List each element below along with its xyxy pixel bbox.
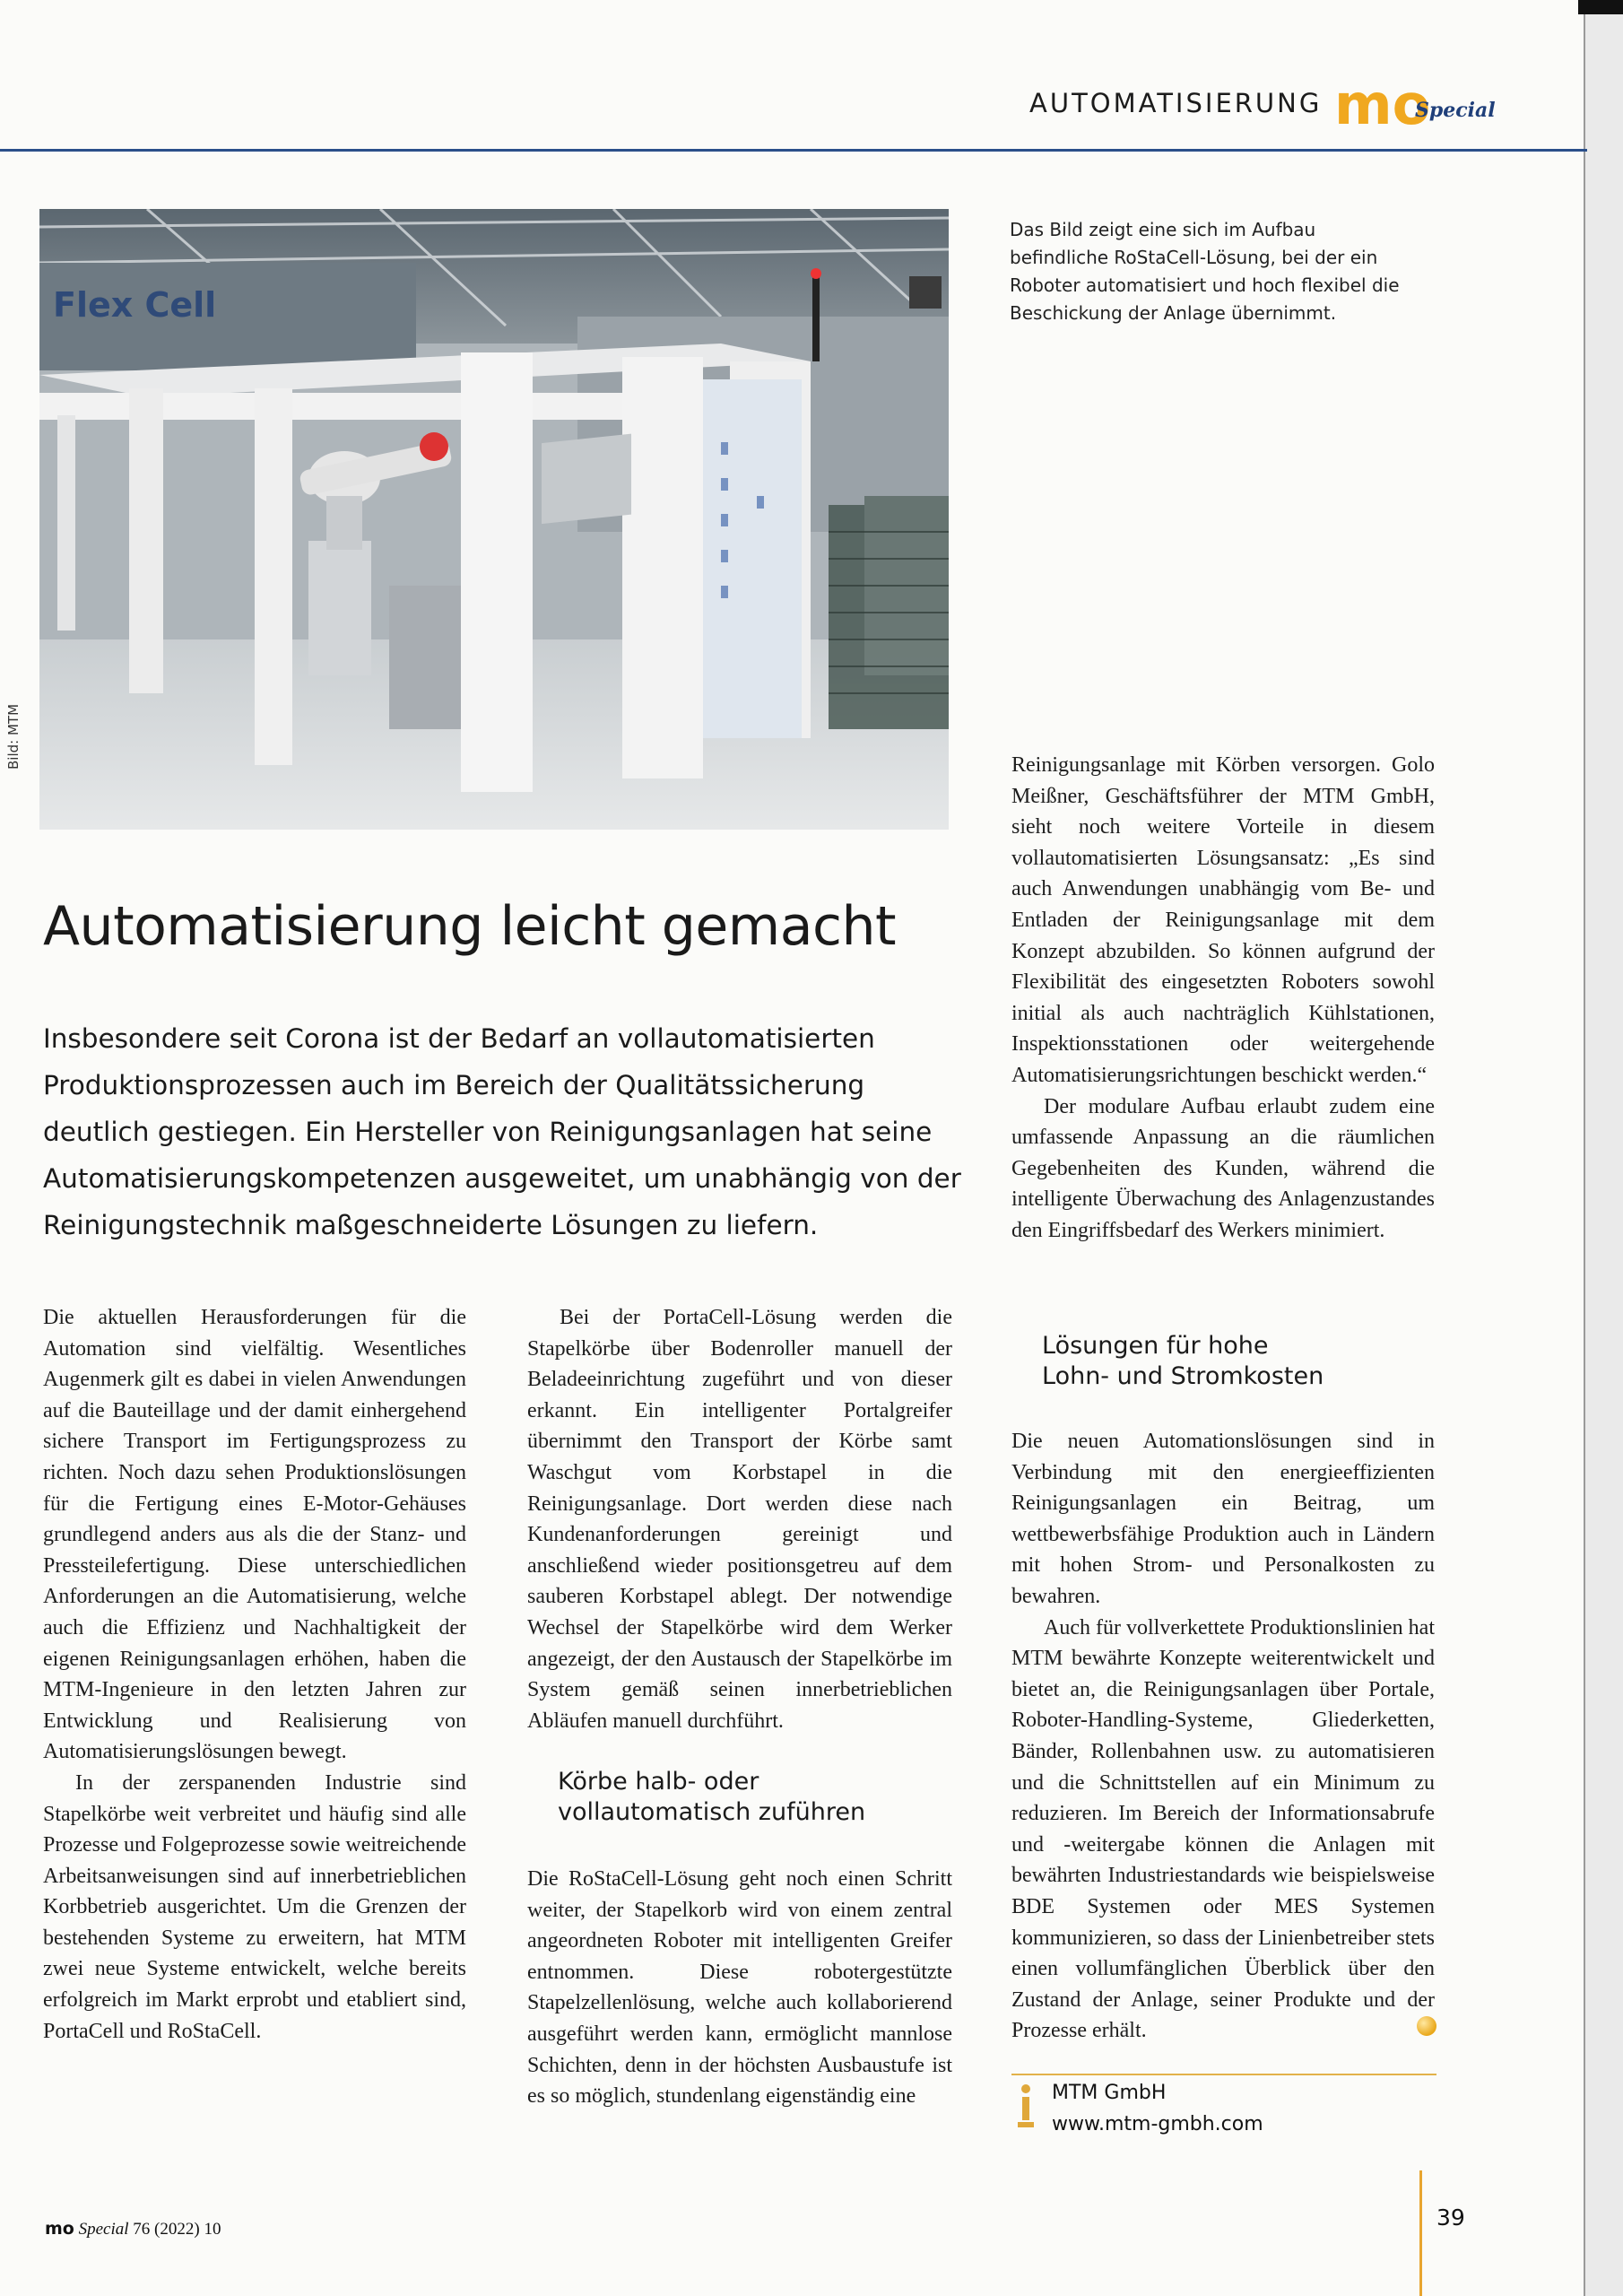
article-lead: Insbesondere seit Corona ist der Bedarf an vollautomatisierten Produktionsprozessen auch im Bereich der Qualitätssicherung deutlich gestiegen. Ein Hersteller von Reinigungsanlagen hat seine Automatisierungskompetenzen ausgeweitet, um unabhängig von der Reinigungstechnik maßgeschneiderte Lösungen zu liefern.	[43, 1023, 961, 1240]
page-corner-shadow	[1578, 0, 1623, 14]
photo-credit: Bild: MTM	[5, 703, 22, 770]
subheading-koerbe	[558, 1767, 934, 1828]
page-edge	[1584, 0, 1623, 2296]
footer-issue	[45, 2219, 221, 2239]
subheading-line: Körbe halb- oder	[558, 1768, 759, 1796]
subheading-loesungen	[1042, 1331, 1419, 1392]
article-photo	[39, 209, 949, 830]
footer-issue-number: 76 (2022) 10	[133, 2220, 221, 2239]
section-title: AUTOMATISIERUNG	[1029, 88, 1323, 118]
text-column-2-continued	[527, 1864, 952, 2112]
text-column-2	[527, 1302, 952, 1736]
logo-text: mo	[1334, 77, 1431, 131]
photo-caption: Das Bild zeigt eine sich im Aufbau befindliche RoStaCell-Lösung, bei der ein Roboter automatisiert und hoch flexibel die Beschickung der Anlage übernimmt.	[1010, 219, 1400, 324]
contact-rule	[1011, 2074, 1436, 2075]
logo-special: Special	[1415, 99, 1496, 122]
photo-illustration	[39, 209, 949, 830]
paragraph: Der modulare Aufbau erlaubt zudem eine umfassende Anpassung an die räumlichen Gegebenheiten des Kunden, während die intelligente Überwachung des Anlagenzustandes den Eingriffsbedarf des Werkers minimiert.	[1011, 1094, 1435, 1242]
page-number-rule	[1419, 2170, 1422, 2296]
paragraph: Die aktuellen Herausforderungen für die Automation sind vielfältig. Wesentliches Augenmerk gilt es dabei in vielen Anwendungen auf die Bauteillage und der damit einhergehend sichere Transport im Fertigungsprozess zu richten. Noch dazu sehen Produktionslösungen für die Fertigung eines E-Motor-Gehäuses grundlegend anders aus als die der Stanz- und Pressteilefertigung. Diese unterschiedlichen Anforderungen an die Automatisierung, welche auch die Effizienz und Nachhaltigkeit der eigenen Reinigungsanlagen erhöhen, haben die MTM-Ingenieure in den letzten Jahren zur Entwicklung und Realisierung von Automatisierungslösungen bewegt.	[43, 1306, 466, 1764]
footer-brand: mo	[45, 2219, 74, 2239]
paragraph: Die neuen Automationslösungen sind in Verbindung mit den energieeffizienten Reinigungsanlagen ein Beitrag, um wettbewerbsfähige Produktion auch in Ländern mit hohen Strom- und Personalkosten zu bewahren.	[1011, 1430, 1435, 1608]
paragraph: Reinigungsanlage mit Körben versorgen. Golo Meißner, Geschäftsführer der MTM GmbH, sieht noch weitere Vorteile in diesem vollautomatisierten Lösungsansatz: „Es sind auch Anwendungen unabhängig vom Be- und Entladen der Reinigungsanlage mit dem Konzept abzubilden. So können aufgrund der Flexibilität des eingesetzten Roboters sowohl initial als auch nachträglich Kühlstationen, Inspektionsstationen oder weitergehende Automatisierungsrichtungen beschickt werden.“	[1011, 753, 1435, 1087]
info-icon	[1015, 2083, 1037, 2136]
paragraph: Auch für vollverkettete Produktionslinien hat MTM bewährte Konzepte weiterentwickelt und bietet an, die Reinigungsanlagen über Portale, Roboter-Handling-Systeme, Gliederketten, Bänder, Rollenbahnen usw. zu automatisieren und die Schnittstellen auf ein Minimum zu reduzieren. Im Bereich der Informationsabrufe und -weitergabe können die Anlagen mit bewährten Industriestandards wie beispielsweise BDE Systemen oder MES Systemen kommunizieren, so dass der Linienbetreiber stets einen vollumfänglichen Überblick über den Zustand der Anlage, seiner Produkte und der Prozesse erhält.	[1011, 1615, 1435, 2043]
flex-cell-sign: Flex Cell	[53, 285, 217, 325]
paragraph: In der zerspanenden Industrie sind Stapelkörbe weit verbreitet und häufig sind alle Prozesse und Folgeprozesse sowie weitreichende Arbeitsanweisungen sind auf innerbetrieblichen Korbbetrieb ausgerichtet. Um die Grenzen der bestehenden Systeme zu erweitern, hat MTM zwei neue Systeme entwickelt, welche bereits erfolgreich im Markt erprobt und etabliert sind, PortaCell und RoStaCell.	[43, 1770, 466, 2043]
text-column-3-continued	[1011, 1426, 1435, 2047]
contact-company: MTM GmbH	[1052, 2082, 1167, 2104]
mo-special-logo	[1334, 77, 1505, 131]
text-column-3	[1011, 750, 1435, 1247]
article-headline: Automatisierung leicht gemacht	[43, 895, 897, 958]
header-rule	[0, 149, 1587, 152]
contact-website-link[interactable]: www.mtm-gmbh.com	[1052, 2113, 1263, 2135]
subheading-line: Lösungen für hohe	[1042, 1332, 1269, 1360]
paragraph: Bei der PortaCell-Lösung werden die Stapelkörbe über Bodenroller manuell der Beladeeinrichtung zugeführt und von dieser erkannt. Ein intelligenter Portalgreifer übernimmt den Transport der Körbe samt Waschgut vom Korbstapel in die Reinigungsanlage. Dort werden diese nach Kundenanforderungen gereinigt und anschließend wieder positionsgetreu auf dem sauberen Korbstapel ablegt. Der notwendige Wechsel der Stapelkörbe wird dem Werker angezeigt, der den Austausch der Stapelkörbe im System gemäß seinen innerbetrieblichen Abläufen manuell durchführt.	[527, 1306, 952, 1733]
subheading-line: vollautomatisch zuführen	[558, 1798, 866, 1826]
end-of-article-icon	[1417, 2016, 1436, 2036]
text-column-1	[43, 1302, 466, 2047]
subheading-line: Lohn- und Stromkosten	[1042, 1362, 1324, 1390]
paragraph: Die RoStaCell-Lösung geht noch einen Schritt weiter, der Stapelkorb wird von einem zentral angeordneten Roboter mit intelligenten Greifer entnommen. Diese robotergestützte Stapelzellenlösung, welche auch kollaborierend ausgeführt werden kann, ermöglicht mannlose Schichten, denn in der höchsten Ausbaustufe ist es so möglich, stundenlang eigenständig eine	[527, 1867, 952, 2109]
footer-special: Special	[78, 2220, 129, 2239]
page-number: 39	[1436, 2205, 1465, 2231]
